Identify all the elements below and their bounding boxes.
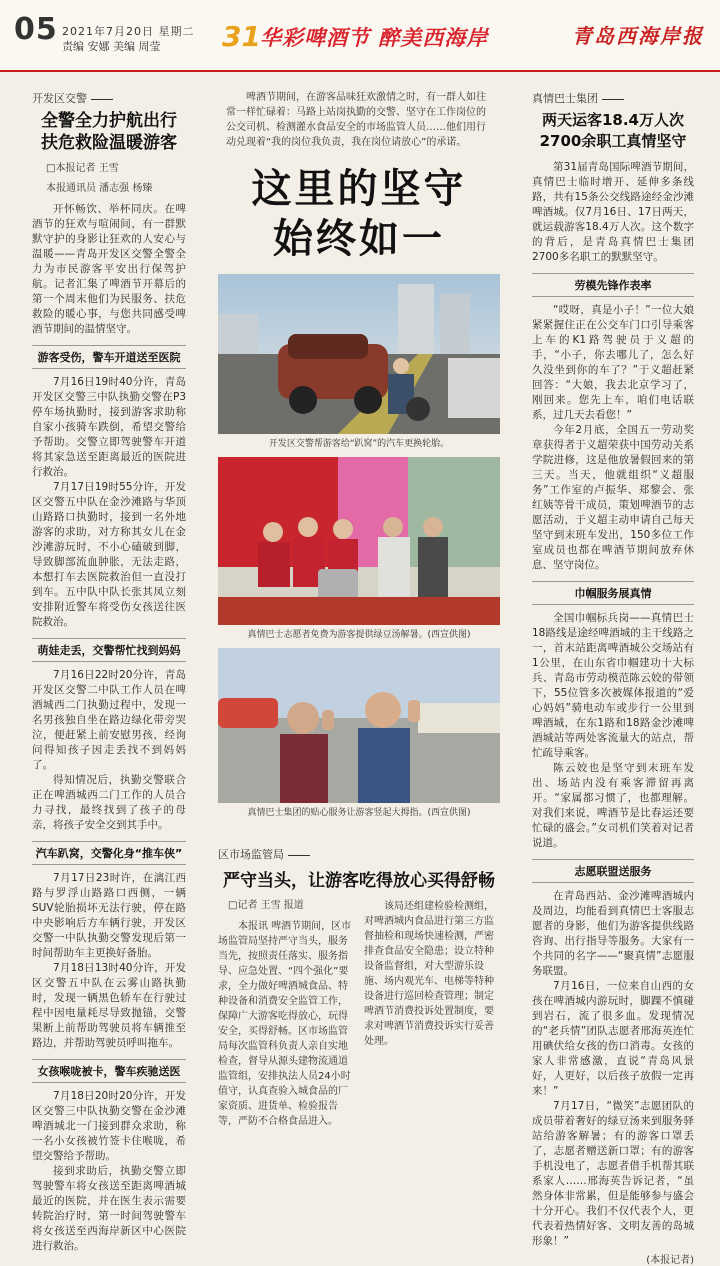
paragraph: 7月16日22时20分许，青岛开发区交警二中队工作人员在啤酒城西二门执勤过程中，发现一名男孩独自坐在路边绿化带旁哭泣，便赶紧上前安慰男孩，经询问得知孩子因走丢找不到妈妈了。 bbox=[32, 669, 186, 771]
photo-caption-2: 真情巴士志愿者免费为游客提供绿豆汤解暑。(西宣供图) bbox=[247, 630, 471, 640]
right-subhead-2: 巾帼服务展真情 bbox=[532, 581, 694, 605]
market-article bbox=[218, 846, 500, 1129]
photo-caption-3: 真情巴士集团的贴心服务让游客竖起大拇指。(西宣供图) bbox=[247, 808, 471, 818]
left-headline: 全警全力护航出行 扶危救险温暖游客 bbox=[41, 111, 177, 153]
paragraph: 在青岛西站、金沙滩啤酒城内及周边，均能看到真情巴士客服志愿者的身影，他们为游客提供线路咨询、出行指导等服务。大家有一个共同的名字——“聚真情”志愿服务联盟。 bbox=[532, 890, 694, 977]
market-body bbox=[218, 899, 500, 1129]
paragraph: 7月18日13时40分许，开发区交警五中队在云雾山路执勤时，发现一辆黑色轿车在行驶过程中因电量耗尽导致抛锚，交警果断上前帮助驾驶员将车辆推至路边，并帮助驾驶员呼叫拖车。 bbox=[32, 962, 186, 1049]
left-subhead-4: 女孩喉咙被卡，警车疾驰送医 bbox=[32, 1059, 186, 1083]
right-column bbox=[532, 90, 694, 1266]
photo-tire-change bbox=[218, 274, 500, 434]
paragraph: 得知情况后，执勤交警联合正在啤酒城西二门工作的人员合力寻找，最终找到了孩子的母亲，将孩子安全交到其手中。 bbox=[32, 774, 186, 831]
left-subhead-2: 萌娃走丢，交警帮忙找到妈妈 bbox=[32, 638, 186, 662]
paragraph: “哎呀，真是小子！”一位大娘紧紧握住正在公交车门口引导乘客上车的K1路驾驶员于义超的手，“小子，你去哪儿了，怎么好久没坐到你的车了？”于义超赶紧回答：“大娘，我去北京学习了，刚回来。您先上车，咱们电话联系，过几天去看您！” bbox=[532, 304, 694, 421]
photo-thumbs-up-illustration bbox=[218, 648, 500, 803]
paragraph: 今年2月底，全国五一劳动奖章获得者于义超荣获中国劳动关系学院进修，这是他放暑假回来的第三天。当天，他就组织“义超服务”工作室的卢振华、郑黎会、张红姨等骨干成员，策划啤酒节的志愿活动，于义超主动申请自己每天坚守到末班车发出，150多位工作室成员也都在啤酒节期间放弃休息、坚守岗位。 bbox=[532, 424, 694, 571]
photo-tire-change-illustration bbox=[218, 274, 500, 434]
feature-title-line-2: 始终如一 bbox=[273, 216, 445, 262]
market-section-label: 区市场监管局 bbox=[218, 846, 500, 862]
paragraph: 7月16日，一位来自山西的女孩在啤酒城内游玩时，脚踝不慎碰到岩石，流了很多血。发现情况的“老兵情”团队志愿者邢海英连忙用碘伏给女孩的伤口消毒。女孩的家人非常感激，直说“青岛风景好，人更好，以后孩子放假一定再来！” bbox=[532, 980, 694, 1097]
paragraph: 7月17日23时许，在漓江西路与罗浮山路路口西侧，一辆SUV轮胎损坏无法行驶，停在路中央影响后方车辆行驶，开发区交警一中队执勤交警发现后第一时间帮助车主更换好备胎。 bbox=[32, 872, 186, 959]
festival-banner bbox=[222, 14, 497, 62]
paragraph: 全国巾帼标兵岗——真情巴士18路线是途经啤酒城的主干线路之一，首末站距离啤酒城公交场站有1公里，在山东省巾帼建功十大标兵、青岛市劳动模范陈云姣的带领下，55位管多次被媒体报道的“爱心妈妈”骑电动车或步行一公里到啤酒城，在东1路和18路金沙滩啤酒城站等两处客流量大的站点，帮忙疏导乘客。 bbox=[532, 612, 694, 759]
paragraph: 陈云姣也是坚守到末班车发出、场站内没有乘客滞留再离开。“家属都习惯了，也都理解。对我们来说，啤酒节是比春运还要忙碌的盛会。”女司机们笑着对记者说道。 bbox=[532, 762, 694, 849]
market-col-2 bbox=[364, 899, 500, 1129]
page-number: 05 bbox=[14, 12, 58, 47]
left-column bbox=[32, 90, 186, 1254]
end-note: (本报记者) bbox=[646, 1255, 694, 1266]
paragraph: 7月17日19时55分许，开发区交警五中队在金沙滩路与华顶山路路口执勤时，接到一名外地游客的求助，对方称其女儿在金沙滩游玩时，不小心磕破到脚，导致脚部流血肿胀，无法走路，本想打车去医院救治但一直没打到车。五中队中队长张其凤立刻安排附近警车将受伤女孩送往医院救治。 bbox=[32, 481, 186, 628]
paragraph: 7月17日，“微笑”志愿团队的成员带着奢好的绿豆汤来到服务驿站给游客解暑；有的游客口罩丢了，志愿者赠送新口罩；有的游客手机没电了，志愿者借手机帮其联系家人……邢海英告诉记者，“虽然身体非常累，但是能够参与盛会十分开心。我们不仅代表个人，更代表着热情好客、文明友善的岛城形象！” bbox=[532, 1100, 694, 1247]
paragraph: 本报讯 啤酒节期间，区市场监管局坚持严守当头，服务当先，按照责任落实、服务指导、应急处置、“四个强化”要求，全力做好啤酒城食品、特种设备和消费安全监管工作，保障广大游客吃得放心，玩得安全，买得舒畅。区市场监管局每次监管科负责人亲自实地检查，督导从源头建物流通道监管组，安排执法人员24小时值守，认真查验入城食品的厂家资质、进货单、检验报告等，严防不合格食品进入。 bbox=[218, 921, 352, 1127]
right-subhead-1: 劳模先锋作表率 bbox=[532, 273, 694, 297]
right-section-label: 真情巴士集团 bbox=[532, 90, 694, 106]
newspaper-brand: 青岛西海岸报 bbox=[572, 24, 704, 48]
photo-volunteers bbox=[218, 457, 500, 625]
editors: 责编 安娜 美编 周莹 bbox=[62, 40, 161, 53]
market-byline: □记者 王雪 报道 bbox=[228, 900, 304, 911]
right-subhead-3: 志愿联盟送服务 bbox=[532, 859, 694, 883]
left-byline-2: 本报通讯员 潘志强 杨臻 bbox=[46, 183, 153, 194]
market-headline: 严守当头，让游客吃得放心买得舒畅 bbox=[223, 871, 495, 891]
masthead bbox=[0, 0, 720, 72]
issue-date: 2021年7月20日 星期二 bbox=[62, 25, 195, 38]
market-col-1 bbox=[218, 899, 354, 1129]
middle-column bbox=[218, 90, 500, 826]
left-subhead-3: 汽车趴窝，交警化身“推车侠” bbox=[32, 841, 186, 865]
right-headline: 两天运客18.4万人次 2700余职工真情坚守 bbox=[539, 111, 687, 150]
banner-number: 31 bbox=[222, 20, 261, 53]
feature-title bbox=[218, 164, 500, 264]
left-byline-1: □本报记者 王雪 bbox=[46, 163, 119, 174]
paragraph: 7月16日19时40分许，青岛开发区交警三中队执勤交警在P3停车场执勤时，接到游客求助称自家小孩骑车跌倒，希望交警给予帮助。交警立即驾驶警车开道将其家急送至距离最近的医院进行救治。 bbox=[32, 376, 186, 478]
banner-title: 华彩啤酒节 醉美西海岸 bbox=[260, 26, 489, 50]
right-lead: 第31届青岛国际啤酒节期间，真情巴士临时增开、延伸多条线路，共有15条公交线路途经金沙滩啤酒城。仅7月16日、17日两天，就运载游客18.4万人次。这个数字的背后，是青岛真情巴士集团2700多名职工的默默坚守。 bbox=[532, 161, 694, 263]
photo-caption-1: 开发区交警帮游客给“趴窝”的汽车更换轮胎。 bbox=[268, 439, 450, 449]
date-block bbox=[62, 24, 195, 54]
middle-intro: 啤酒节期间，在游客品味狂欢激情之时，有一群人如往常一样忙碌着：马路上站岗执勤的交警、坚守在工作岗位的公交司机、检测灌水食品安全的市场监管人员……他们用行动兑现着“我的岗位我负责，我在岗位请放心”的承诺。 bbox=[226, 92, 486, 148]
left-section-label: 开发区交警 bbox=[32, 90, 186, 106]
paragraph: 该局还组建检验检测组，对啤酒城内食品进行第三方监督抽检和现场快速检测，严密排查食品安全隐患；设立特种设备监督组，对大型游乐设施、场内观光车、电梯等特种设备进行巡回检查管理；制定啤酒节消费投诉处置制度，要求对啤酒节消费投诉实行妥善处理。 bbox=[364, 901, 494, 1047]
left-subhead-1: 游客受伤，警车开道送至医院 bbox=[32, 345, 186, 369]
paragraph: 7月18日20时20分许，开发区交警三中队执勤交警在金沙滩啤酒城北一门接到群众求助，称一名小女孩被竹签卡住喉咙，希望交警给予帮助。 bbox=[32, 1090, 186, 1162]
feature-title-line-1: 这里的坚守 bbox=[251, 166, 467, 212]
left-lead: 开怀畅饮、举杯同庆。在啤酒节的狂欢与喧闹间，有一群默默守护的身影让狂欢的人安心与温暖——青岛开发区交警全警全力为市民游客平安出行保驾护航。记者汇集了啤酒节开幕后的第一个周末他们为民服务、扶危救险的暖心事，与您共同感受啤酒节期间的温情坚守。 bbox=[32, 203, 186, 335]
photo-thumbs-up bbox=[218, 648, 500, 803]
paragraph: 接到求助后，执勤交警立即驾驶警车将女孩送至距离啤酒城最近的医院，并在医生表示需要转院治疗时，第一时间驾驶警车将女孩送至西海岸新区中心医院进行救治。 bbox=[32, 1165, 186, 1252]
photo-volunteers-illustration bbox=[218, 457, 500, 625]
